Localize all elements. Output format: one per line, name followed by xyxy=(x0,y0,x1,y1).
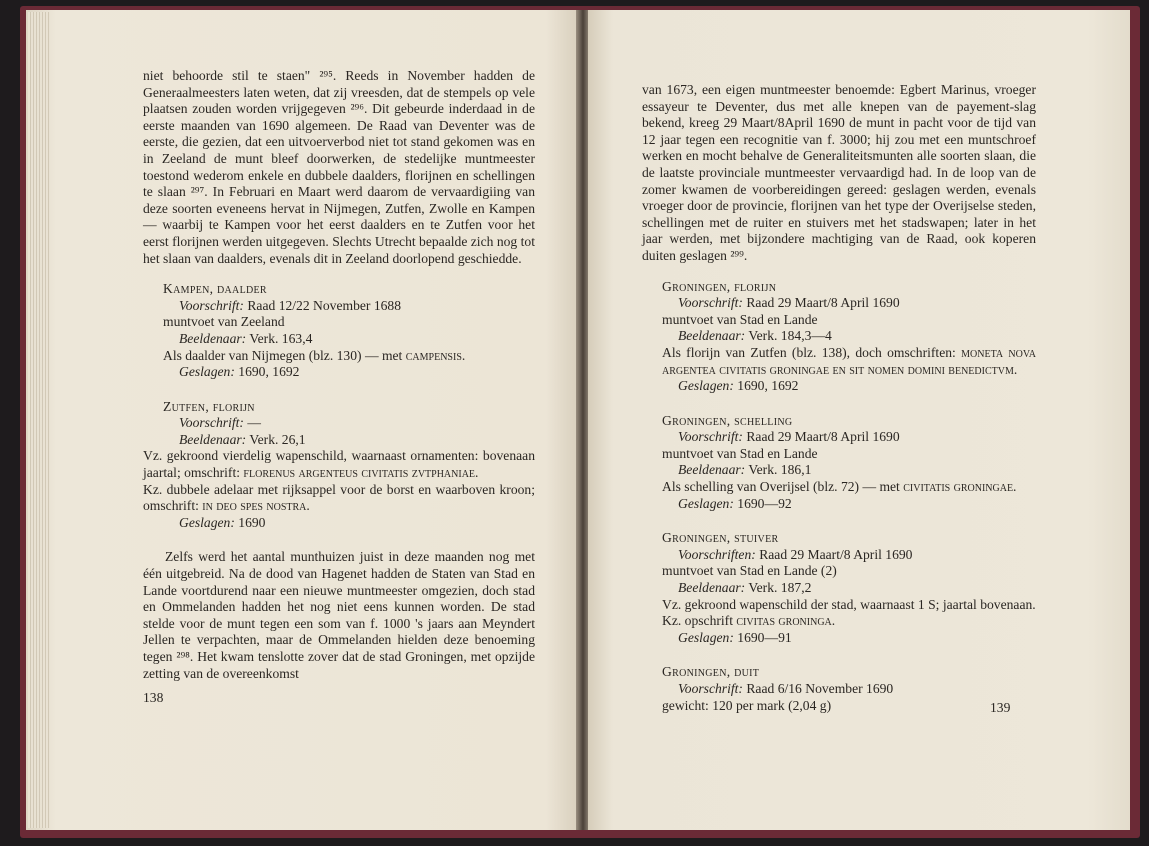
entry-value: Verk. 163,4 xyxy=(249,330,313,346)
entry-heading: Groningen, stuiver xyxy=(662,530,779,546)
entry-groningen-duit xyxy=(642,664,1036,714)
page-number: 138 xyxy=(143,690,164,705)
right-text-column xyxy=(642,82,1036,714)
entry-value: 1690, 1692 xyxy=(238,364,300,380)
entry-value: 1690—91 xyxy=(737,629,792,645)
entry-heading: Groningen, duit xyxy=(662,664,760,680)
entry-line: Als florijn van Zutfen (blz. 138), doch omschriften: xyxy=(662,344,956,360)
entry-value: 1690 xyxy=(238,514,266,530)
entry-label: Geslagen: xyxy=(678,495,734,511)
entry-value: Raad 29 Maart/8 April 1690 xyxy=(746,429,900,445)
entry-value: Verk. 26,1 xyxy=(249,431,306,447)
entry-inscription: in deo spes nostra. xyxy=(202,498,310,514)
left-text-column xyxy=(143,68,535,682)
entry-heading: Kampen, daalder xyxy=(163,281,267,297)
entry-label: Geslagen: xyxy=(179,364,235,380)
entry-inscription: campensis. xyxy=(405,347,466,363)
left-paragraph-1: niet behoorde stil te staen" ²⁹⁵. Reeds in November hadden de Generaalmeesters laten weten, dat zij vreesden, dat de stempels op vele plaatsen zouden worden vrijgegeven ²⁹⁶. Dit gebeurde inderdaad in de eerste maanden van 1690 algemeen. De Raad van Deventer was de eerste, die gezien, dat een uitvoerverbod niet tot stand gekomen was en in Zeeland de munt bleef doorwerken, de stedelijke muntmeester toestond wederom enkele en dubbele daalders, florijnen en schellingen te slaan ²⁹⁷. In Februari en Maart werd daarom de vervaardigiing van deze soorten eveneens hervat in Nijmegen, Zutfen, Zwolle en Kampen — waarbij te Kampen voor het eerst daalders en te Zutfen voor het eerst florijnen werden uitgegeven. Slechts Utrecht bepaalde zich nog tot het slaan van daalders, evenals dit in Zeeland doorlopend geschiedde. xyxy=(143,68,535,266)
entry-label: Geslagen: xyxy=(678,629,734,645)
entry-value: 1690—92 xyxy=(737,495,792,511)
entry-label: Voorschrift: xyxy=(678,429,743,445)
entry-value: Raad 29 Maart/8 April 1690 xyxy=(759,546,913,562)
entry-line: Als schelling van Overijsel (blz. 72) — met xyxy=(662,479,900,495)
entry-value: Raad 29 Maart/8 April 1690 xyxy=(746,295,900,311)
entry-reverse: Kz. opschrift xyxy=(662,613,733,629)
entry-heading: Zutfen, florijn xyxy=(163,398,255,414)
entry-value: Raad 12/22 November 1688 xyxy=(247,297,402,313)
entry-line: muntvoet van Stad en Lande xyxy=(662,311,818,327)
entry-label: Voorschriften: xyxy=(678,546,756,562)
entry-zutfen-florijn xyxy=(143,399,535,532)
entry-groningen-stuiver xyxy=(642,530,1036,646)
entry-obverse: Vz. gekroond wapenschild der stad, waarnaast 1 S; jaartal bovenaan. xyxy=(662,596,1036,612)
entry-label: Beeldenaar: xyxy=(678,580,746,596)
entry-line: Als daalder van Nijmegen (blz. 130) — met xyxy=(163,347,403,363)
entry-value: — xyxy=(247,415,261,431)
entry-line: gewicht: 120 per mark (2,04 g) xyxy=(662,697,832,713)
entry-obverse: Vz. gekroond vierdelig wapenschild, waarnaast ornamenten: bovenaan jaartal; omschrift: xyxy=(143,448,535,481)
entry-label: Geslagen: xyxy=(678,378,734,394)
entry-line: muntvoet van Stad en Lande (2) xyxy=(662,563,837,579)
entry-label: Beeldenaar: xyxy=(678,462,746,478)
entry-value: Raad 6/16 November 1690 xyxy=(746,681,894,696)
entry-value: Verk. 184,3—4 xyxy=(748,328,832,344)
entry-label: Geslagen: xyxy=(179,514,235,530)
entry-label: Voorschrift: xyxy=(678,295,743,311)
entry-kampen-daalder xyxy=(143,281,535,381)
left-paragraph-2: Zelfs werd het aantal munthuizen juist in deze maanden nog met één uitgebreid. Na de dood van Hagenet hadden de Staten van Stad en Lande voortdurend naar een nieuwe muntmeester omgezien, doch stad en Ommelanden hadden het nog niet eens kunnen worden. De stad stelde voor de munt tegen een som van f. 1000 's jaars aan Meyndert Jellen te verpachten, maar de Ommelanden hielden deze benoeming tegen ²⁹⁸. Het kwam tenslotte zover dat de stad Groningen, met opzijde zetting van de overeenkomst xyxy=(143,549,535,681)
entry-label: Beeldenaar: xyxy=(179,330,247,346)
entry-line: muntvoet van Stad en Lande xyxy=(662,445,818,461)
entry-value: 1690, 1692 xyxy=(737,378,799,394)
entry-heading: Groningen, schelling xyxy=(662,412,793,428)
entry-inscription: florenus argenteus civitatis zvtphaniae. xyxy=(243,465,479,481)
entry-groningen-florijn xyxy=(642,279,1036,395)
right-page xyxy=(588,10,1130,830)
entry-value: Verk. 186,1 xyxy=(748,462,812,478)
entry-inscription: moneta nova argentea civitatis groningae en sit nomen domini benedictvm. xyxy=(662,344,1036,377)
entry-line: muntvoet van Zeeland xyxy=(163,314,285,330)
entry-label: Beeldenaar: xyxy=(678,328,746,344)
entry-inscription: civitas groninga. xyxy=(736,613,836,629)
entry-label: Voorschrift: xyxy=(179,297,244,313)
entry-label: Voorschrift: xyxy=(179,415,244,431)
entry-inscription: civitatis groningae. xyxy=(903,479,1017,495)
right-paragraph-1: van 1673, een eigen muntmeester benoemde: Egbert Marinus, vroeger essayeur te Deventer, dus met alle knepen van de payement-slag bekend, kreeg 29 Maart/8April 1690 de munt in pacht voor de tijd van 12 jaar tegen een recognitie van f. 3000; hij zou met een muntschroef werken en mocht behalve de Generaliteitsmunten alle soorten slaan, die de laatste provinciale muntmeester vervaardigd had. In de loop van de zomer kwamen de voorbereidingen gereed: geslagen werden, evenals vroeger door de provincie, florijnen van het type der Overijselse steden, schellingen met de ruiter en stuivers met het stadswapen; later in het jaar werden, met bijzondere machtiging van de Raad, ook koperen duiten geslagen ²⁹⁹. xyxy=(642,82,1036,263)
entry-reverse: Kz. dubbele adelaar met rijksappel voor de borst en waarboven kroon; omschrift: xyxy=(143,481,535,514)
entry-groningen-schelling xyxy=(642,413,1036,513)
entry-label: Voorschrift: xyxy=(678,681,743,696)
entry-heading: Groningen, florijn xyxy=(662,278,777,294)
entry-value: Verk. 187,2 xyxy=(748,580,812,596)
entry-label: Beeldenaar: xyxy=(179,431,247,447)
page-number: 139 xyxy=(990,700,1011,715)
page-edges xyxy=(28,12,50,828)
left-page xyxy=(26,10,578,830)
